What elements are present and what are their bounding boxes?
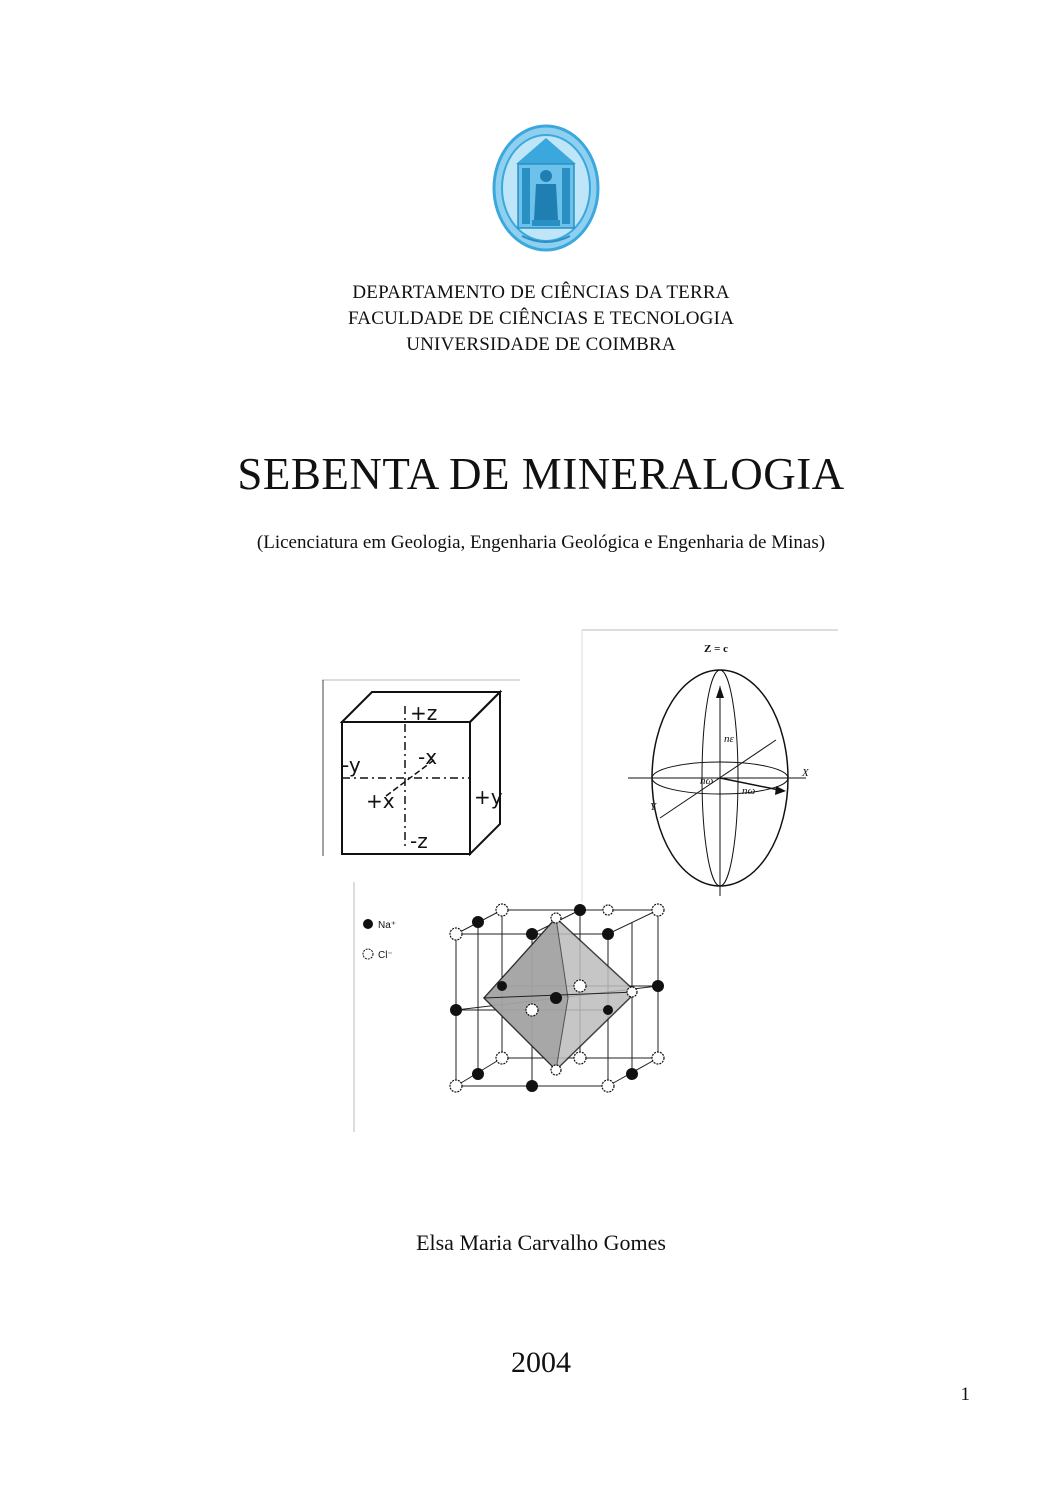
department-header <box>0 280 1058 358</box>
faculty-name: FACULDADE DE CIÊNCIAS E TECNOLOGIA <box>347 308 735 329</box>
indicatrix-n-omega-label-1: nω <box>700 775 714 787</box>
na-legend-label: Na⁺ <box>378 920 397 931</box>
document-subtitle: (Licenciatura em Geologia, Engenharia Geológica e Engenharia de Minas) <box>256 532 826 553</box>
author-name: Elsa Maria Carvalho Gomes <box>416 1230 666 1255</box>
na-legend-dot <box>363 919 373 929</box>
department-name: DEPARTAMENTO DE CIÊNCIAS DA TERRA <box>352 282 730 303</box>
nacl-structure-figure <box>352 882 697 1134</box>
publication-year: 2004 <box>511 1346 571 1379</box>
university-name: UNIVERSIDADE DE COIMBRA <box>406 334 676 355</box>
cl-legend-dot <box>363 949 373 959</box>
indicatrix-x-label: X <box>802 767 809 779</box>
cube-minus-x-label: -x <box>418 745 438 769</box>
cube-minus-y-label: -y <box>342 753 361 777</box>
cube-minus-z-label: -z <box>410 829 428 853</box>
cube-axes-figure <box>322 678 522 858</box>
university-seal <box>492 124 600 252</box>
document-title: SEBENTA DE MINERALOGIA <box>237 449 845 499</box>
indicatrix-axis-label: Z = c <box>704 643 728 655</box>
cube-plus-z-label: +z <box>410 701 438 725</box>
indicatrix-n-omega-label-2: nω <box>742 785 756 797</box>
page-number: 1 <box>960 1384 970 1405</box>
cube-plus-x-label: +x <box>366 789 395 813</box>
cube-plus-y-label: +y <box>474 785 503 809</box>
cl-legend-label: Cl⁻ <box>378 950 393 961</box>
indicatrix-y-label: Y <box>650 801 657 813</box>
indicatrix-n-epsilon-label: nε <box>724 733 734 745</box>
indicatrix-figure <box>580 628 840 903</box>
